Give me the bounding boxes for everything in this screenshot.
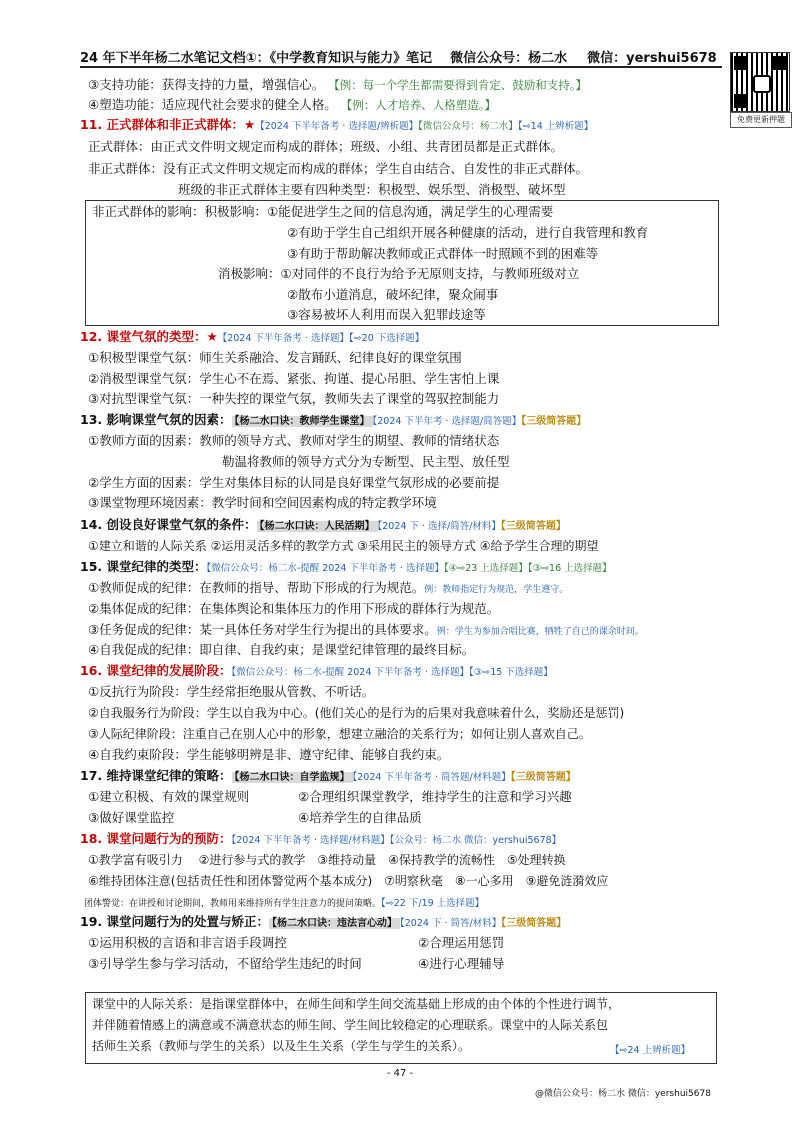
line: ③容易被坏人利用而误入犯罪歧途等 xyxy=(287,307,486,322)
line: ③做好课堂监控 ④培养学生的自律品质 xyxy=(88,810,422,825)
line: ③有助于帮助解决教师或正式群体一时照顾不到的困难等 xyxy=(287,246,599,261)
section-13-title: 13. 影响课堂气氛的因素： 【杨二水口诀：教师学生课堂】 【2024 下半年考 · 选择题/简答题】【三级简答题】 xyxy=(80,412,587,427)
line: ①教学富有吸引力 ②进行参与式的教学 ③维持动量 ④保持教学的流畅性 ⑤处理转换 xyxy=(88,853,566,867)
section-16-title: 16. 课堂纪律的发展阶段：【微信公众号：杨二水-提醒 2024 下半年备考 · 选择题】【③⇨15 下选择题】 xyxy=(80,663,553,678)
section-17-title: 17. 维持课堂纪律的策略： 【杨二水口诀：自学监规】 【2024 下半年备考 · 简答题/材料题】【三级简答题】 xyxy=(80,768,576,783)
section-19-title: 19. 课堂问题行为的处置与矫正： 【杨二水口诀：违法言心动】 【2024 下 · 简答/材料】【三级简答题】 xyxy=(80,914,567,929)
line: ②学生方面的因素：学生对集体目标的认同是良好课堂气氛形成的必要前提 xyxy=(88,475,500,490)
line: 勒温将教师的领导方式分为专断型、民主型、放任型 xyxy=(222,454,510,469)
line: 消极影响：①对同伴的不良行为给予无原则支持，与教师班级对立 xyxy=(218,266,580,281)
header-wechat-pub: 微信公众号：杨二水 xyxy=(450,51,568,66)
line: ③人际纪律阶段：注重自己在别人心中的形象，想建立融洽的关系行为；如何让别人喜欢自己。 xyxy=(88,727,591,741)
section-11-title: 11. 正式群体和非正式群体：★【2024 下半年备考 · 选择题/辨析题】【微信公众号：杨二水】【⇨14 上辨析题】 xyxy=(80,117,594,132)
section-18-title: 18. 课堂问题行为的预防：【2024 下半年备考 · 选择题/材料题】【公众号：杨二水 微信：yershui5678】 xyxy=(80,831,562,846)
line: ②散布小道消息，破坏纪律，聚众闹事 xyxy=(287,287,499,302)
page-header xyxy=(80,44,722,68)
header-title: 24 年下半年杨二水笔记文档①：《中学教育知识与能力》笔记 xyxy=(80,51,433,66)
footer-credit: @微信公众号：杨二水 微信：yershui5678 xyxy=(535,1089,711,1099)
line: ④自我约束阶段：学生能够明辨是非、遵守纪律、能够自我约束。 xyxy=(88,747,450,762)
line: ③对抗型课堂气氛：一种失控的课堂气氛，教师失去了课堂的驾驭控制能力 xyxy=(88,391,500,406)
section-14-title: 14. 创设良好课堂气氛的条件： 【杨二水口诀：人民活期】 【2024 下 · 选择/简答/材料】【三级简答题】 xyxy=(80,517,566,532)
line: 正式群体：由正式文件明文规定而构成的群体；班级、小组、共青团员都是正式群体。 xyxy=(88,139,564,154)
line: ②集体促成的纪律：在集体舆论和集体压力的作用下形成的群体行为规范。 xyxy=(88,601,500,616)
line: 括师生关系（教师与学生的关系）以及生生关系（学生与学生的关系）。 xyxy=(92,1039,471,1053)
line: ①教师促成的纪律：在教师的指导、帮助下形成的行为规范。例：教师指定行为规范，学生遵守。 xyxy=(88,580,569,595)
qr-code xyxy=(730,52,790,112)
section-15-title: 15. 课堂纪律的类型：【微信公众号：杨二水-提醒 2024 下半年备考 · 选择题】【④⇨23 上选择题】【③⇨16 上选择题】 xyxy=(80,559,612,574)
section-12-title: 12. 课堂气氛的类型：★【2024 下半年备考 · 选择题】【⇨20 下选择题】 xyxy=(80,329,425,344)
line: 并伴随着情感上的满意或不满意状态的师生间、学生间比较稳定的心理联系。课堂中的人际关系包 xyxy=(92,1018,609,1032)
line: ④自我促成的纪律：即自律、自我约束；是课堂纪律管理的最终目标。 xyxy=(88,642,475,657)
line: ①积极型课堂气氛：师生关系融洽、发言踊跃、纪律良好的课堂氛围 xyxy=(88,350,462,365)
line: ③课堂物理环境因素：教学时间和空间因素构成的特定教学环境 xyxy=(88,495,437,510)
line: ③支持功能：获得支持的力量，增强信心。 【例：每一个学生都需要得到肯定、鼓励和支持。】 xyxy=(88,77,587,92)
line: ②消极型课堂气氛：学生心不在焉、紧张、拘谨、提心吊胆、学生害怕上课 xyxy=(88,371,500,386)
line: 【⇨24 上辨析题】 xyxy=(610,1045,691,1056)
line: ①运用积极的言语和非言语手段调控 ②合理运用惩罚 xyxy=(88,935,505,950)
line: ⑥维持团体注意(包括责任性和团体警觉两个基本成分) ⑦明察秋毫 ⑧一心多用 ⑨避免涟漪效应 xyxy=(88,874,609,888)
line: ④塑造功能：适应现代社会要求的健全人格。 【例：人才培养、人格塑造。】 xyxy=(88,97,496,112)
line: ①建立和谐的人际关系 ②运用灵活多样的教学方式 ③采用民主的领导方式 ④给予学生合理的期望 xyxy=(88,539,599,553)
page-number: - 47 - xyxy=(386,1068,414,1079)
line: ①教师方面的因素：教师的领导方式、教师对学生的期望、教师的情绪状态 xyxy=(88,433,500,448)
line: ②自我服务行为阶段：学生以自我为中心。(他们关心的是行为的后果对我意味着什么，奖励还是惩罚) xyxy=(88,706,625,720)
qr-caption: 免费更新押题 xyxy=(730,112,792,128)
line: ③任务促成的纪律：某一具体任务对学生行为提出的具体要求。例：学生为参加合唱比赛，牺牲了自己的课余时间。 xyxy=(88,622,644,637)
line: ①建立积极、有效的课堂规则 ②合理组织课堂教学，维持学生的注意和学习兴趣 xyxy=(88,789,572,804)
line: 课堂中的人际关系：是指课堂群体中，在师生间和学生间交流基础上形成的由个体的个性进行调节， xyxy=(92,997,621,1011)
line: 非正式群体的影响：积极影响：①能促进学生之间的信息沟通，满足学生的心理需要 xyxy=(92,204,554,219)
line: 非正式群体：没有正式文件明文规定而构成的群体；学生自由结合、自发性的非正式群体。 xyxy=(88,161,589,176)
line: ①反抗行为阶段：学生经常拒绝服从管教、不听话。 xyxy=(88,684,375,699)
line: ②有助于学生自己组织开展各种健康的活动，进行自我管理和教育 xyxy=(287,225,649,240)
line: 班级的非正式群体主要有四种类型：积极型、娱乐型、消极型、破坏型 xyxy=(178,182,566,197)
header-wechat: 微信：yershui5678 xyxy=(587,51,717,66)
line: ③引导学生参与学习活动，不留给学生违纪的时间 ④进行心理辅导 xyxy=(88,956,505,971)
line: 团体警觉：在讲授和讨论期间，教师用来维持所有学生注意力的提问策略。【⇨22 下/19 上选择题】 xyxy=(84,898,485,909)
